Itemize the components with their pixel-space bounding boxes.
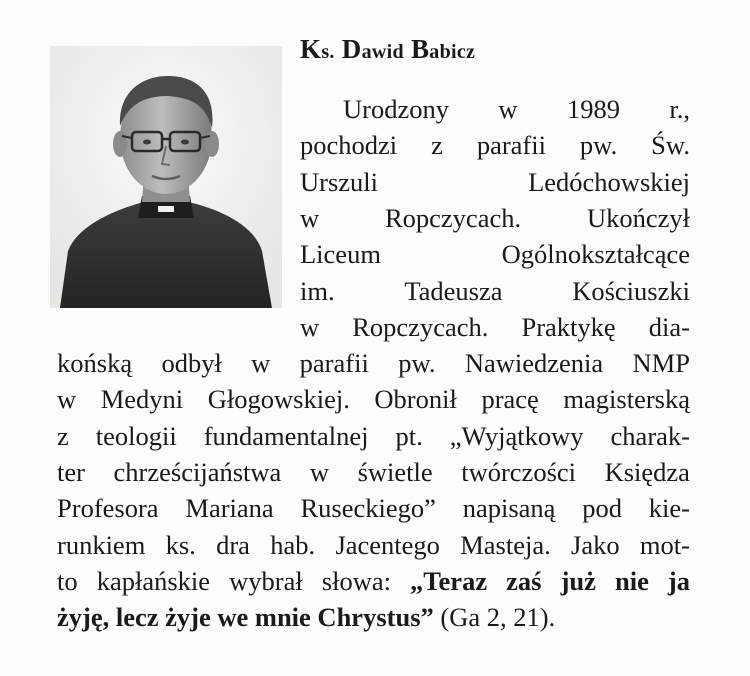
word: Jako — [571, 529, 620, 560]
word: Głogowskiej. — [207, 384, 350, 415]
word: fundamentalnej — [203, 420, 369, 451]
word: świetle — [357, 457, 433, 487]
word: parafii — [476, 130, 546, 161]
paragraph-line — [57, 419, 690, 453]
word: kie- — [648, 493, 690, 524]
paragraph-line — [57, 455, 690, 489]
paragraph-line — [57, 528, 690, 562]
word: już — [560, 565, 596, 596]
paragraph-line — [300, 201, 690, 235]
paragraph-line — [300, 237, 690, 271]
name-part: abicz — [429, 41, 476, 63]
word: Kościuszki — [572, 275, 690, 306]
name-part: K — [300, 34, 322, 64]
paragraph-line — [57, 564, 690, 598]
word: słowa: — [321, 565, 391, 596]
word: w — [498, 94, 518, 124]
paragraph-line — [57, 600, 690, 634]
paragraph-line — [300, 165, 690, 199]
word: kapłańskie — [96, 565, 211, 596]
word: Obronił — [374, 384, 457, 415]
word: Masteja. — [460, 529, 551, 560]
paragraph-line — [300, 274, 690, 308]
word: pod — [582, 493, 622, 524]
word: ja — [667, 565, 690, 596]
word: nie — [614, 565, 649, 596]
name-part: B — [410, 34, 430, 64]
word: Urszuli — [300, 166, 379, 197]
word: Jacentego — [335, 529, 440, 560]
word: Ledóchowskiej — [528, 166, 690, 197]
word: dra — [216, 529, 250, 560]
word: teologii — [95, 420, 177, 451]
bold-quote: żyję, lecz żyje we mnie Chrystus” — [57, 602, 434, 633]
word: Ropczycach. — [352, 311, 489, 342]
word: w — [300, 202, 320, 233]
name-part: D — [341, 34, 362, 64]
word: r., — [669, 94, 690, 124]
word: odbył — [161, 348, 222, 379]
paragraph-line — [300, 310, 690, 344]
word: z — [57, 420, 69, 451]
word: pochodzi — [300, 130, 398, 161]
name-part: s. — [321, 41, 335, 63]
word: w — [251, 348, 271, 379]
word: zaś — [506, 565, 542, 596]
word: hab. — [270, 529, 316, 560]
word: Profesora — [57, 493, 159, 524]
word: to — [57, 565, 78, 596]
word: NMP — [632, 348, 690, 379]
paragraph-line — [57, 346, 690, 380]
word: Medyni — [100, 384, 184, 415]
portrait-photo — [50, 46, 282, 308]
word: pt. — [395, 420, 423, 451]
word: w — [57, 384, 77, 415]
word: dia- — [648, 311, 690, 342]
word: magisterską — [563, 384, 690, 415]
paragraph-line — [300, 128, 690, 162]
paragraph-line — [343, 92, 690, 126]
word: napisaną — [462, 493, 556, 524]
word: pracę — [481, 384, 539, 415]
word: mot- — [639, 529, 690, 560]
word: Ruseckiego” — [300, 493, 436, 524]
word: Mariana — [185, 493, 274, 524]
word: wybrał — [229, 565, 303, 596]
word: charak- — [610, 420, 690, 451]
word: Ropczycach. — [384, 202, 522, 233]
word: końską — [57, 348, 133, 379]
word: parafii — [299, 348, 369, 379]
word: pw. — [579, 130, 618, 161]
paragraph-line — [57, 382, 690, 416]
name-part: awid — [361, 41, 404, 63]
word: w — [309, 457, 329, 487]
word: „Teraz — [410, 565, 488, 596]
word: ks. — [165, 529, 196, 560]
word: z — [431, 130, 443, 161]
word: pw. — [398, 348, 436, 379]
word: „Wyjątkowy — [449, 420, 584, 451]
word: Św. — [651, 130, 690, 161]
word: Ukończył — [586, 202, 690, 233]
word: ter — [57, 457, 85, 487]
word: twórczości — [461, 457, 577, 487]
word: 1989 — [566, 94, 620, 124]
word: im. — [300, 275, 335, 306]
word: Liceum — [300, 239, 381, 270]
word: Księdza — [604, 457, 690, 487]
word: runkiem — [57, 529, 146, 560]
word: Urodzony — [343, 94, 449, 124]
word: Tadeusza — [404, 275, 503, 306]
citation: (Ga 2, 21). — [433, 602, 556, 633]
word: Praktykę — [521, 311, 616, 342]
word: Nawiedzenia — [464, 348, 604, 379]
word: chrześcijaństwa — [113, 457, 282, 487]
word: w — [300, 311, 320, 342]
author-name — [300, 34, 475, 65]
paragraph-line — [57, 491, 690, 525]
word: Ogólnokształcące — [501, 239, 690, 270]
